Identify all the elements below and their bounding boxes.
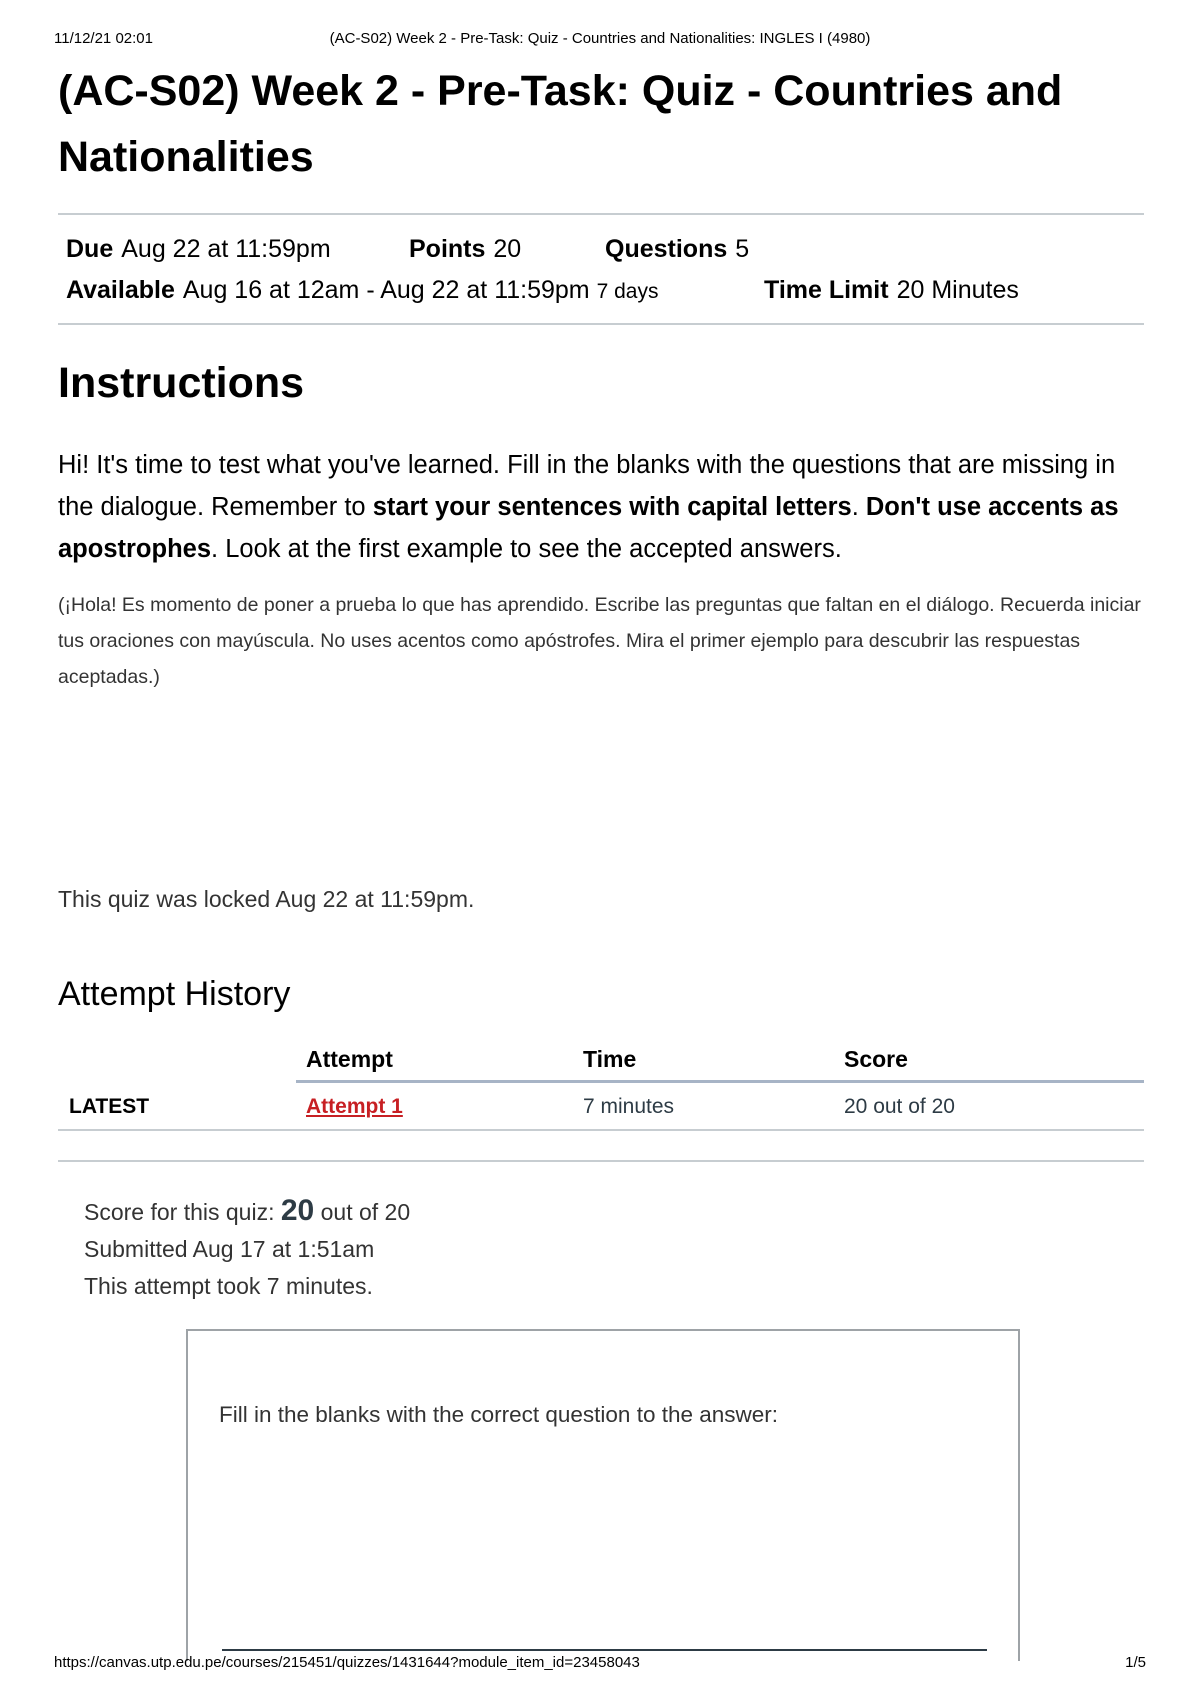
questions-value: 5 — [735, 235, 750, 263]
score-summary — [84, 1192, 410, 1305]
lock-notice: This quiz was locked Aug 22 at 11:59pm. — [58, 886, 475, 912]
time-limit-label: Time Limit — [764, 276, 889, 304]
print-document-title: (AC-S02) Week 2 - Pre-Task: Quiz - Countries and Nationalities: INGLES I (4980) — [329, 30, 871, 47]
page-title — [58, 58, 1144, 190]
question-text: Fill in the blanks with the correct question to the answer: — [219, 1402, 779, 1427]
attempt-history-heading: Attempt History — [58, 975, 291, 1013]
points-label: Points — [409, 235, 486, 263]
column-header-attempt: Attempt — [306, 1046, 393, 1072]
available-value: Aug 16 at 12am - Aug 22 at 11:59pm — [182, 276, 590, 304]
page-title-line1: (AC-S02) Week 2 - Pre-Task: Quiz - Countries and — [58, 67, 1063, 115]
column-header-time: Time — [583, 1046, 637, 1072]
points-detail — [409, 235, 521, 264]
questions-detail — [605, 235, 749, 264]
print-url: https://canvas.utp.edu.pe/courses/215451/quizzes/1431644?module_item_id=23458043 — [54, 1654, 640, 1671]
submitted-line: Submitted Aug 17 at 1:51am — [84, 1236, 375, 1262]
print-page-number: 1/5 — [1125, 1654, 1146, 1671]
due-detail — [66, 235, 331, 264]
divider — [58, 323, 1144, 325]
column-header-score: Score — [844, 1046, 908, 1072]
page-title-line2: Nationalities — [58, 133, 314, 181]
due-value: Aug 22 at 11:59pm — [121, 235, 331, 263]
due-label: Due — [66, 235, 114, 263]
available-duration: 7 days — [596, 280, 659, 303]
attempt-score: 20 out of 20 — [844, 1095, 955, 1118]
divider — [58, 1160, 1144, 1162]
question-divider — [222, 1649, 987, 1651]
instructions-english: Hi! It's time to test what you've learned. Fill in the blanks with the questions that are missing in the dialogue. Remember to start your sentences with capital letters. Don't use accents as apostrophes. Look at the first example to see the accepted answers. — [58, 451, 1119, 563]
table-row — [58, 1081, 1144, 1131]
instructions-emphasis: start your sentences with capital letters — [372, 493, 852, 521]
time-limit-value: 20 Minutes — [896, 276, 1019, 304]
duration-line: This attempt took 7 minutes. — [84, 1273, 373, 1299]
attempt-time: 7 minutes — [583, 1095, 675, 1118]
quiz-content — [58, 58, 1144, 695]
available-detail — [66, 276, 658, 305]
time-limit-detail — [764, 276, 1019, 305]
attempt-link[interactable]: Attempt 1 — [306, 1095, 403, 1118]
points-value: 20 — [493, 235, 522, 263]
attempt-history-table — [58, 1035, 1144, 1131]
questions-label: Questions — [605, 235, 728, 263]
table-header — [58, 1035, 1144, 1081]
quiz-details — [58, 215, 1144, 323]
print-datetime: 11/12/21 02:01 — [54, 30, 153, 47]
attempt-status: LATEST — [69, 1095, 150, 1118]
question-card — [186, 1329, 1020, 1661]
available-label: Available — [66, 276, 175, 304]
instructions-spanish: (¡Hola! Es momento de poner a prueba lo que has aprendido. Escribe las preguntas que faltan en el diálogo. Recuerda iniciar tus oraciones con mayúscula. No uses acentos como apóstrofes. Mira el primer ejemplo para descubrir las respuestas aceptadas.) — [58, 594, 1141, 688]
score-line: Score for this quiz: 20 out of 20 — [84, 1194, 411, 1227]
score-value: 20 — [280, 1194, 315, 1227]
instructions-heading: Instructions — [58, 359, 305, 407]
instructions-emphasis: Don't use accents as apostrophes — [58, 493, 1119, 563]
